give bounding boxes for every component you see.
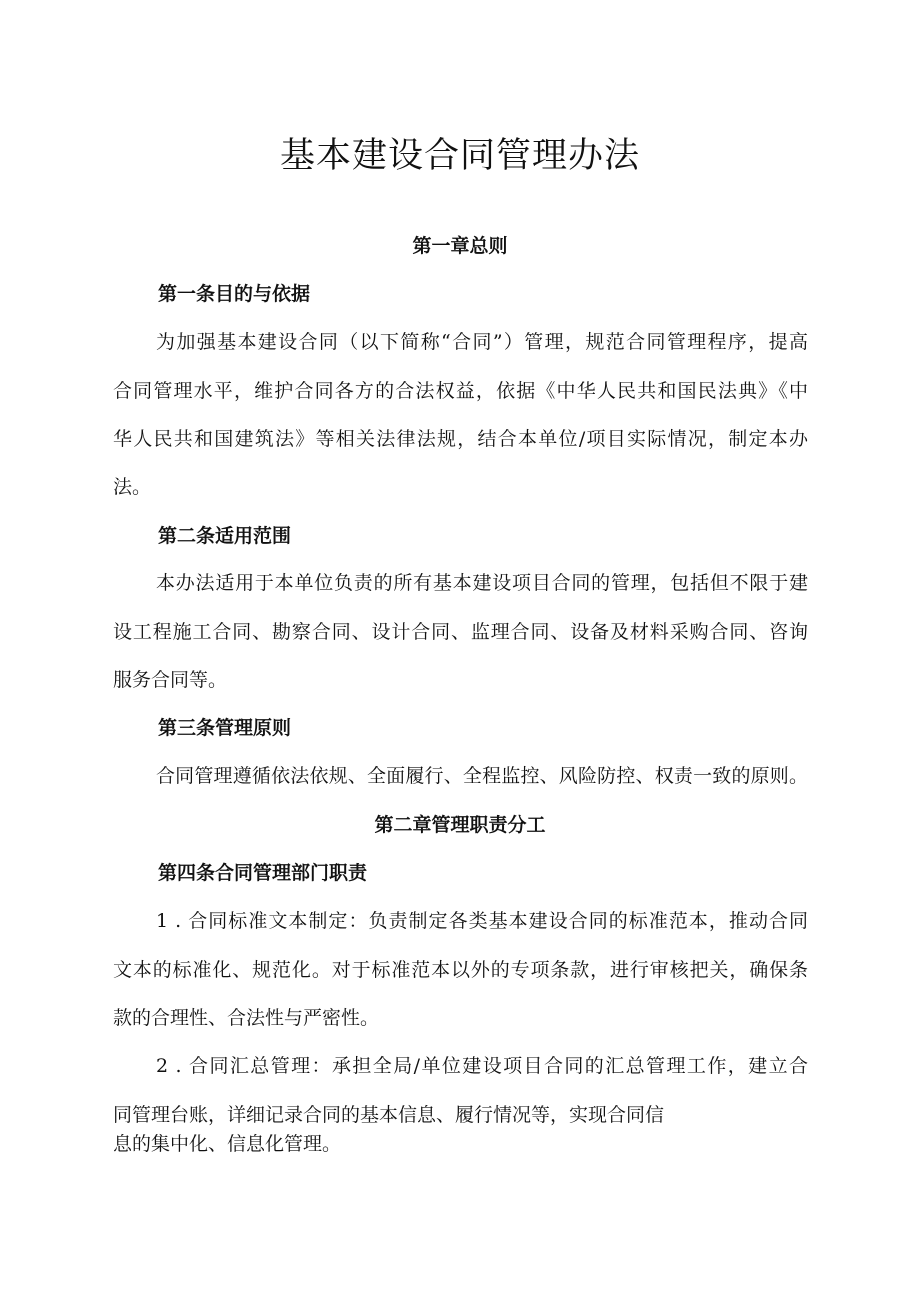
- article-4-item-2-line: 息的集中化、信息化管理。: [113, 1133, 342, 1155]
- chapter-1-heading: 第一章总则: [412, 235, 508, 257]
- article-2-heading: 第二条适用范围: [158, 525, 292, 547]
- article-1-heading: 第一条目的与依据: [158, 283, 311, 305]
- article-1-line: 为加强基本建设合同（以下简称“合同”）管理，规范合同管理程序，提高: [156, 331, 808, 353]
- article-3-heading: 第三条管理原则: [158, 717, 292, 739]
- article-1-line: 合同管理水平，维护合同各方的合法权益，依据《中华人民共和国民法典》《中: [113, 380, 808, 402]
- document-title: 基本建设合同管理办法: [279, 136, 640, 176]
- article-4-heading: 第四条合同管理部门职责: [158, 862, 368, 884]
- article-4-item-1-line: 文本的标准化、规范化。对于标准范本以外的专项条款，进行审核把关，确保条: [113, 959, 808, 981]
- article-4-item-1-line: 1 . 合同标准文本制定：负责制定各类基本建设合同的标准范本，推动合同: [156, 910, 808, 932]
- article-1-line: 华人民共和国建筑法》等相关法律法规，结合本单位/项目实际情况，制定本办: [113, 428, 808, 450]
- article-4-item-1-line: 款的合理性、合法性与严密性。: [113, 1007, 380, 1029]
- article-1-line: 法。: [113, 476, 152, 498]
- article-3-line: 合同管理遵循依法依规、全面履行、全程监控、风险防控、权责一致的原则。: [156, 765, 808, 787]
- article-2-line: 服务合同等。: [113, 669, 228, 691]
- chapter-2-heading: 第二章管理职责分工: [374, 814, 546, 836]
- article-2-line: 本办法适用于本单位负责的所有基本建设项目合同的管理，包括但不限于建: [156, 572, 808, 594]
- article-2-line: 设工程施工合同、勘察合同、设计合同、监理合同、设备及材料采购合同、咨询: [113, 621, 808, 643]
- article-4-item-2-line: 同管理台账，详细记录合同的基本信息、履行情况等，实现合同信: [113, 1104, 665, 1126]
- article-4-item-2-line: 2 . 合同汇总管理：承担全局/单位建设项目合同的汇总管理工作，建立合: [156, 1055, 808, 1077]
